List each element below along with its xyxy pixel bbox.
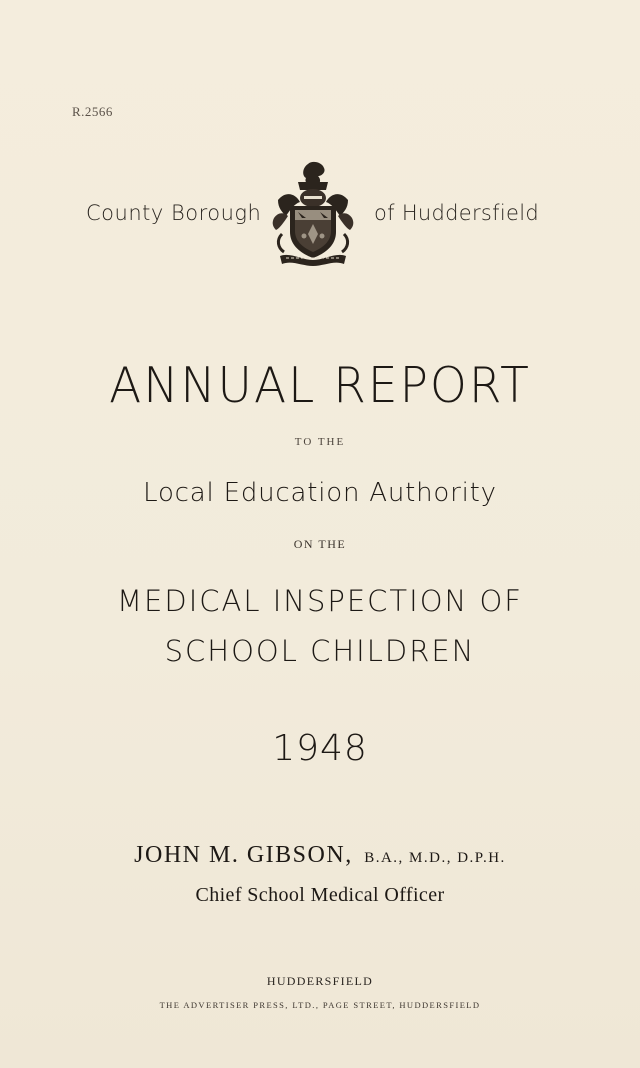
author-name: JOHN M. GIBSON, bbox=[134, 842, 353, 868]
on-the-label: ON THE bbox=[293, 537, 347, 551]
header-row bbox=[0, 160, 640, 270]
author-line bbox=[0, 842, 640, 869]
printer-imprint: THE ADVERTISER PRESS, LTD., PAGE STREET, HUDDERSFIELD bbox=[159, 1000, 481, 1010]
to-the-label: TO THE bbox=[294, 436, 346, 448]
publication-place: HUDDERSFIELD bbox=[266, 974, 374, 988]
report-year: 1948 bbox=[272, 728, 368, 769]
reference-number: R.2566 bbox=[72, 104, 113, 119]
header-of-huddersfield: of Huddersfield bbox=[374, 201, 539, 225]
subject-line-1: MEDICAL INSPECTION OF bbox=[117, 584, 523, 618]
authority-name: Local Education Authority bbox=[143, 478, 497, 508]
coat-of-arms-icon bbox=[268, 160, 358, 270]
report-title: ANNUAL REPORT bbox=[109, 356, 531, 415]
header-county-borough: County Borough bbox=[86, 201, 262, 225]
author-degrees: B.A., M.D., D.P.H. bbox=[364, 850, 506, 866]
author-role: Chief School Medical Officer bbox=[195, 884, 445, 906]
subject-line-2: SCHOOL CHILDREN bbox=[164, 634, 476, 668]
